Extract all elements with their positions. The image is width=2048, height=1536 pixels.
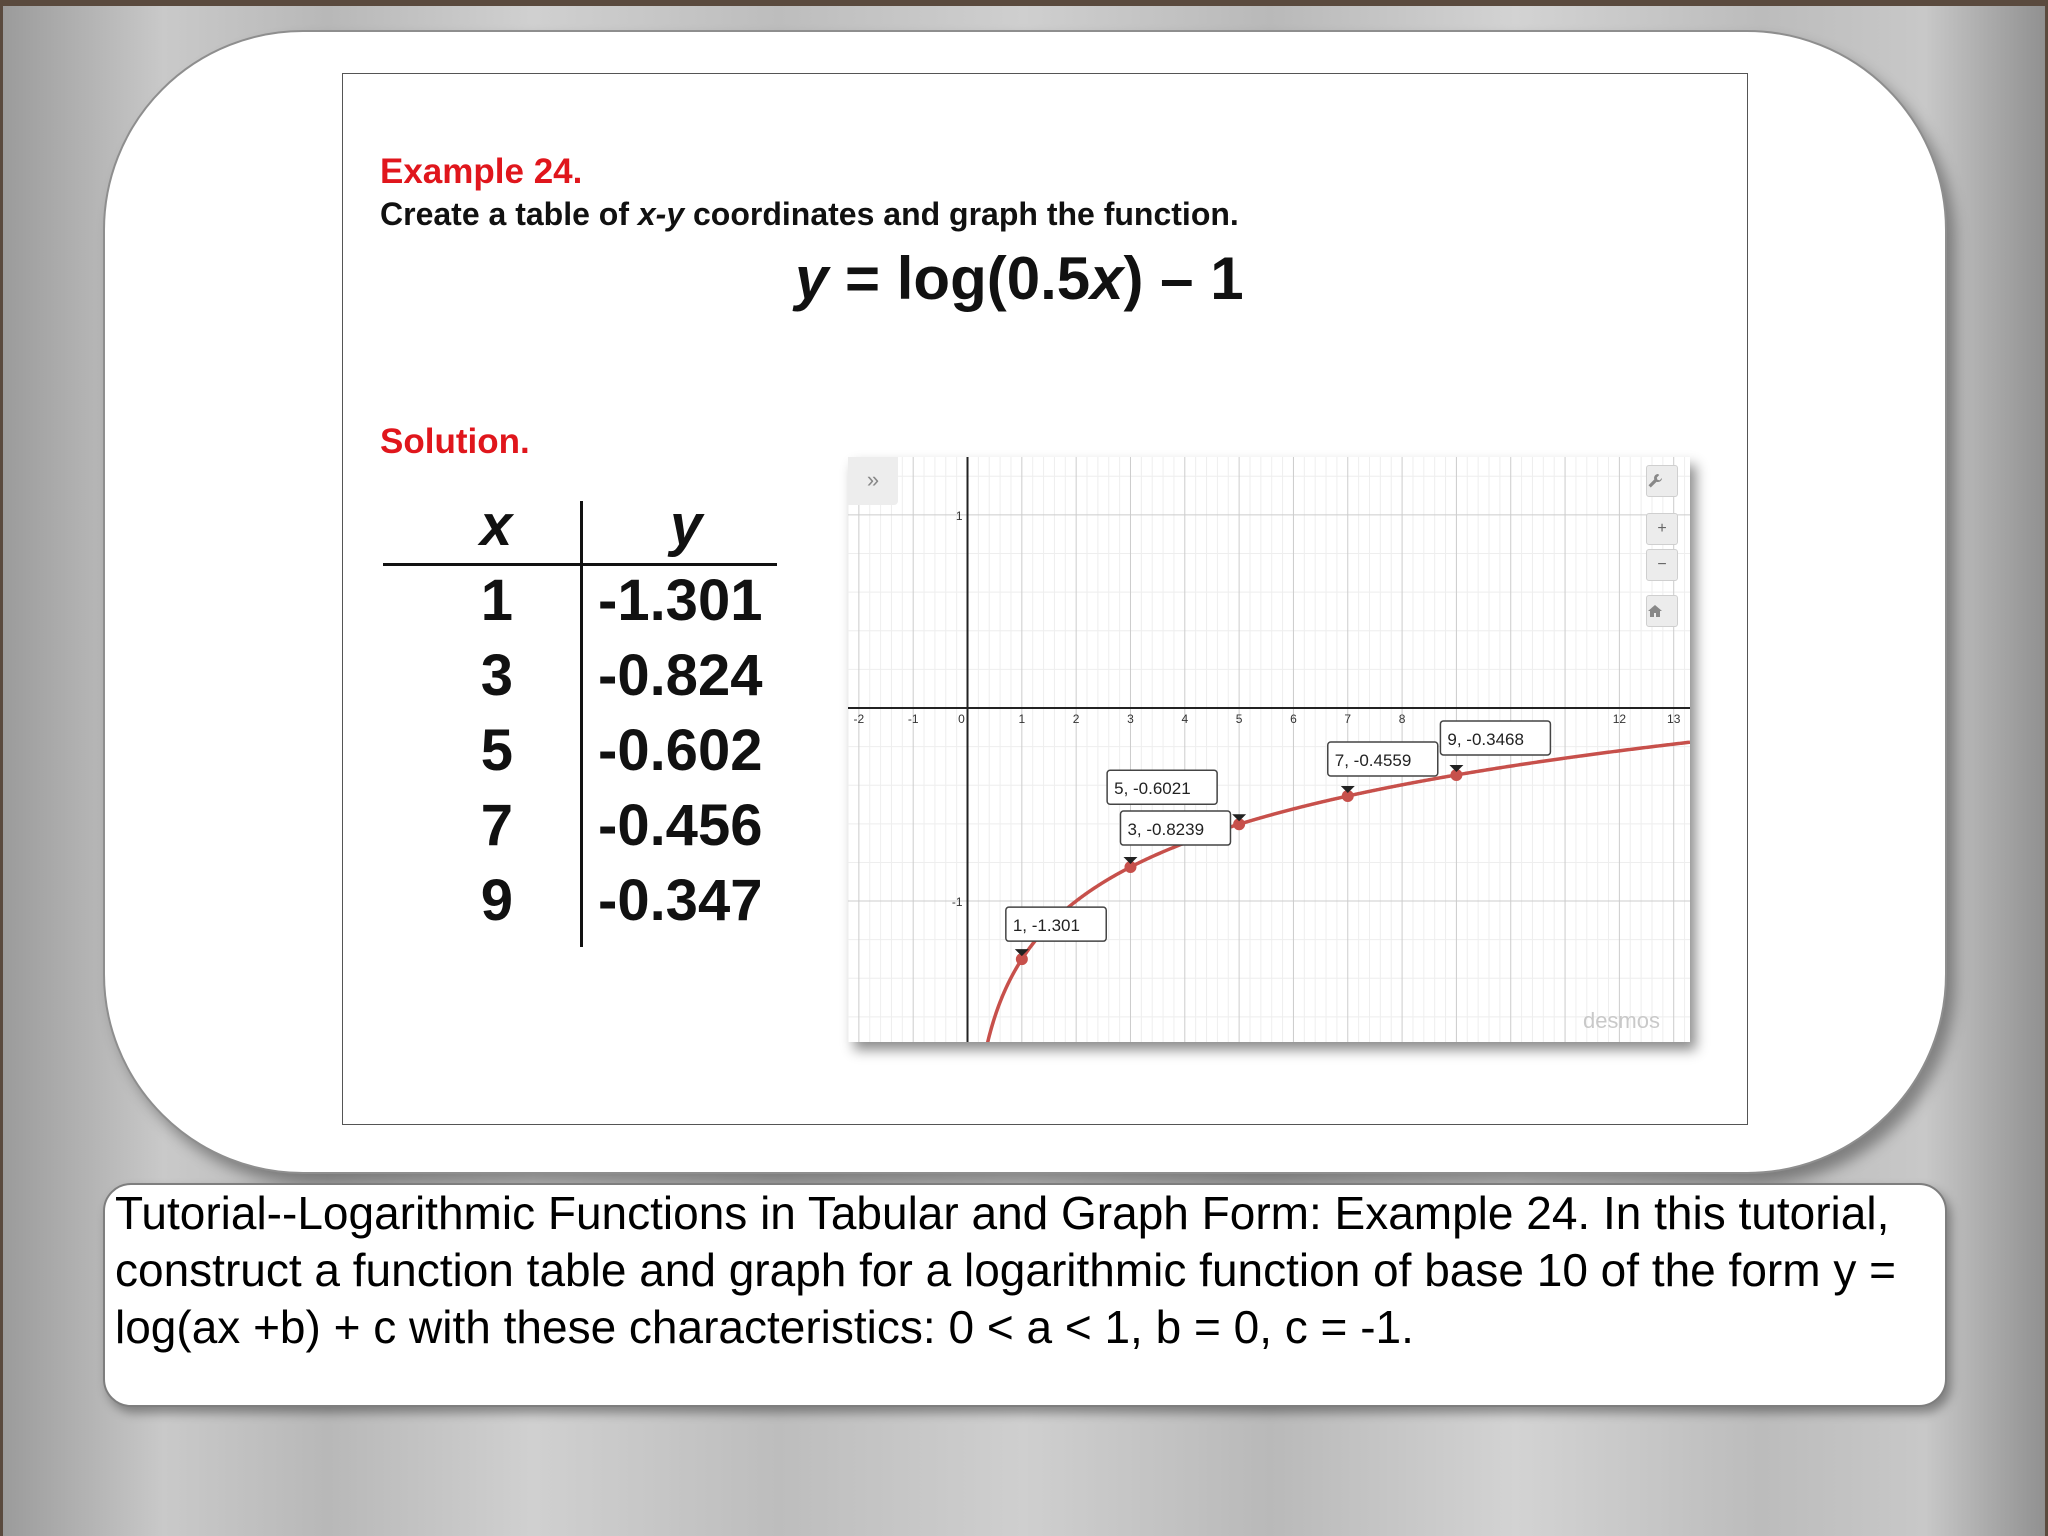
example-title: Example 24. — [380, 152, 583, 191]
point-label: 3, -0.8239 — [1127, 820, 1205, 840]
x-tick-label: 4 — [1181, 711, 1189, 726]
table-cell-y: -0.602 — [598, 718, 763, 783]
zoom-out-button[interactable]: − — [1646, 549, 1678, 581]
x-tick-label: 1 — [1018, 711, 1026, 726]
label-pointer — [1341, 786, 1355, 793]
x-tick-label: 8 — [1398, 711, 1406, 726]
point-label: 7, -0.4559 — [1334, 751, 1412, 771]
instruction-pre: Create a table of — [380, 196, 638, 232]
x-tick-label: -2 — [853, 711, 865, 726]
table-cell-x: 3 — [480, 643, 513, 708]
x-tick-label: 7 — [1344, 711, 1352, 726]
x-tick-label: 0 — [958, 711, 965, 726]
table-horizontal-rule — [383, 563, 777, 566]
y-tick-label: 1 — [955, 508, 963, 523]
table-header-y: y — [670, 493, 703, 558]
x-tick-label: 5 — [1235, 711, 1243, 726]
table-cell-y: -0.824 — [598, 643, 763, 708]
point-label: 5, -0.6021 — [1114, 779, 1191, 799]
instruction-post: coordinates and graph the function. — [684, 196, 1239, 232]
formula-y: y — [795, 245, 829, 312]
graph-plot — [848, 457, 1690, 1042]
label-pointer — [1232, 814, 1246, 821]
x-tick-label: 13 — [1667, 711, 1681, 726]
table-cell-x: 1 — [480, 568, 513, 633]
home-button[interactable] — [1646, 595, 1678, 627]
double-chevron-right-icon: » — [866, 467, 880, 492]
table-cell-y: -0.347 — [598, 868, 763, 933]
x-tick-label: -1 — [907, 711, 919, 726]
point-label: 9, -0.3468 — [1447, 729, 1524, 749]
y-tick-label: -1 — [951, 895, 963, 910]
desmos-graph[interactable] — [848, 457, 1690, 1042]
frame-left — [0, 0, 3, 1536]
table-cell-y: -0.456 — [598, 793, 763, 858]
table-vertical-rule — [580, 501, 583, 947]
table-header-x: x — [480, 493, 513, 558]
wrench-icon — [1647, 473, 1663, 489]
caption-text: Tutorial--Logarithmic Functions in Tabular and Graph Form: Example 24. In this tutorial, construct a function table and graph for a logarithmic function of base 10 of the form y = log(ax +b) + c with these characteristics: 0 < a < 1, b = 0, c = -1. — [115, 1187, 1896, 1353]
function-curve — [986, 742, 1690, 1042]
table-cell-x: 5 — [480, 718, 513, 783]
point-label: 1, -1.301 — [1012, 916, 1080, 936]
frame-top — [0, 0, 2048, 6]
slide — [342, 73, 1748, 1125]
table-cell-x: 9 — [480, 868, 513, 933]
label-pointer — [1449, 765, 1463, 772]
x-tick-label: 2 — [1072, 711, 1080, 726]
solution-title: Solution. — [380, 422, 530, 461]
home-icon — [1647, 603, 1663, 619]
x-tick-label: 12 — [1612, 711, 1627, 726]
settings-button[interactable] — [1646, 465, 1678, 497]
formula-mid: = log(0.5 — [828, 245, 1091, 312]
expand-panel-button[interactable] — [848, 457, 898, 505]
table-cell-y: -1.301 — [598, 568, 763, 633]
formula-x: x — [1090, 245, 1124, 312]
zoom-in-button[interactable]: + — [1646, 513, 1678, 545]
x-tick-label: 3 — [1127, 711, 1134, 726]
example-instruction — [380, 196, 1239, 233]
table-cell-x: 7 — [480, 793, 513, 858]
desmos-watermark: desmos — [1582, 1008, 1660, 1033]
formula-end: ) – 1 — [1123, 245, 1244, 312]
function-formula — [795, 244, 1244, 313]
x-tick-label: 6 — [1290, 711, 1297, 726]
caption-box — [103, 1183, 1947, 1407]
instruction-var: x-y — [637, 196, 685, 232]
